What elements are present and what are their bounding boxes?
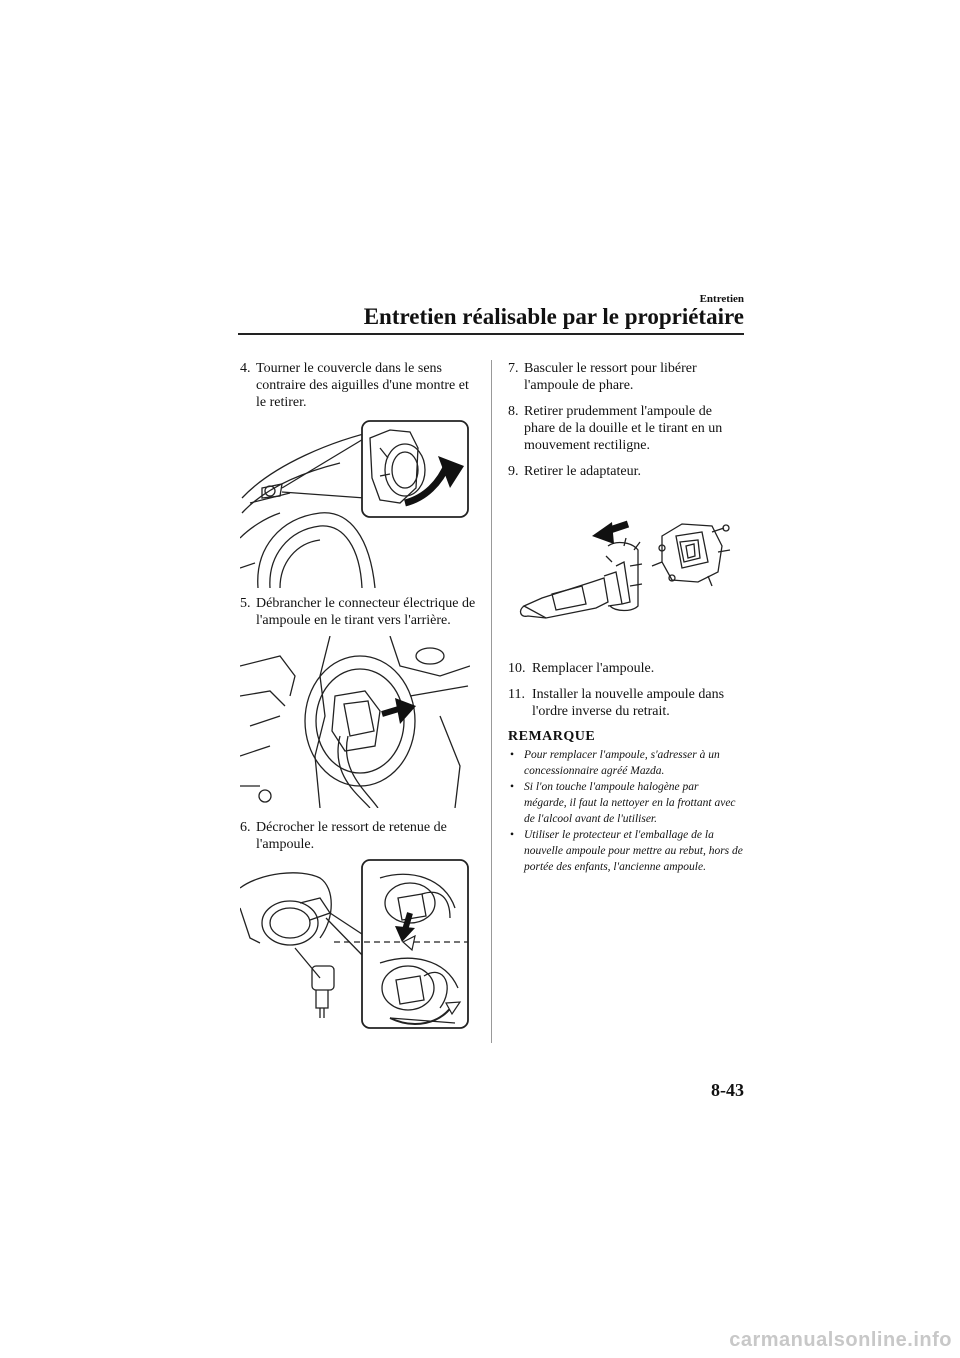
headlight-cover-icon [240,418,470,588]
note-item: • Utiliser le protecteur et l'emballage de la nouvelle ampoule pour mettre au rebut, hors de portée des enfants, l'ancienne ampoule. [508,827,744,875]
step-text: Décrocher le ressort de retenue de l'ampoule. [256,820,447,852]
retaining-spring-illustration [240,858,470,1030]
step-number: 4. [240,361,251,376]
column-divider [491,360,492,1043]
step-text: Tourner le couvercle dans le sens contraire des aiguilles d'une montre et le retirer. [256,361,469,410]
connector-unplug-icon [240,636,470,808]
section-label: Entretien [699,293,744,305]
step-text: Basculer le ressort pour libérer l'ampoule de phare. [524,361,697,393]
header-rule [238,333,744,335]
bulb-adapter-illustration [512,506,744,628]
note-item: • Si l'on touche l'ampoule halogène par mégarde, il faut la nettoyer en la frottant avec de l'alcool avant de l'utiliser. [508,779,744,827]
step-number: 11. [508,687,525,702]
left-column-step5 [240,595,476,629]
bulb-adapter-icon [512,506,744,628]
step-text: Installer la nouvelle ampoule dans l'ordre inverse du retrait. [532,687,725,719]
step-text: Remplacer l'ampoule. [532,661,655,676]
right-column [508,360,744,480]
step-10 [508,660,744,677]
step-9 [508,463,744,480]
left-column [240,360,476,411]
step-number: 6. [240,820,251,835]
step-6 [240,819,476,853]
note-item: • Pour remplacer l'ampoule, s'adresser à un concessionnaire agréé Mazda. [508,747,744,779]
right-column-lower [508,660,744,875]
step-number: 5. [240,596,251,611]
step-number: 8. [508,404,519,419]
step-text: Retirer prudemment l'ampoule de phare de la douille et le tirant en un mouvement rectiligne. [524,404,723,453]
left-column-step6 [240,819,476,853]
step-11 [508,686,744,720]
step-4 [240,360,476,411]
page-number: 8-43 [711,1080,744,1100]
step-7 [508,360,744,394]
step-5 [240,595,476,629]
step-number: 9. [508,464,519,479]
connector-illustration [240,636,470,808]
chapter-title: Entretien réalisable par le propriétaire [363,304,744,329]
step-number: 7. [508,361,519,376]
note-block [508,728,744,875]
step-text: Retirer le adaptateur. [524,464,641,479]
note-heading: REMARQUE [508,729,596,744]
headlight-cover-illustration [240,418,470,588]
step-text: Débrancher le connecteur électrique de l'ampoule en le tirant vers l'arrière. [256,596,476,628]
note-list [508,747,744,875]
retaining-spring-icon [240,858,470,1030]
step-number: 10. [508,661,526,676]
step-8 [508,403,744,454]
watermark: carmanualsonline.info [729,1329,952,1351]
